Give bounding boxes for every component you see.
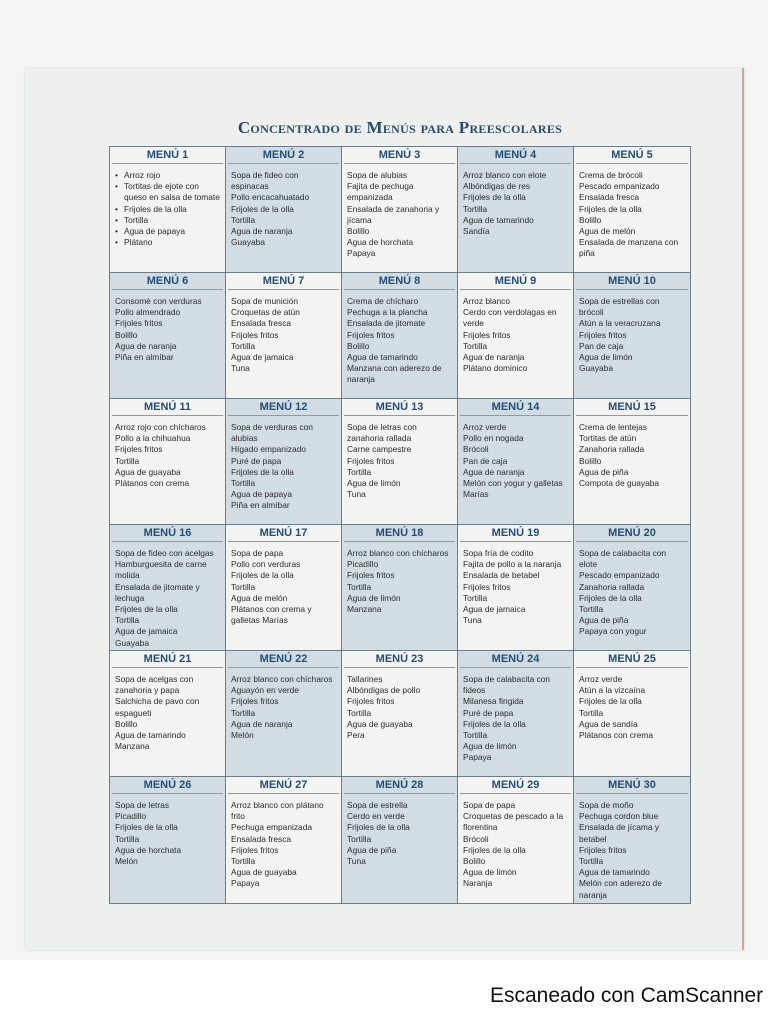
menu-item: Frijoles fritos xyxy=(347,329,395,340)
menu-item: Arroz blanco xyxy=(463,296,511,306)
menu-item: Tortilla xyxy=(347,466,372,477)
menu-item: Bolillo xyxy=(579,455,602,466)
menu-title: MENÚ 11 xyxy=(112,399,223,416)
menu-item: Sopa de fideo con espinacas xyxy=(231,170,299,192)
menu-item-list xyxy=(226,296,341,374)
menu-item: Frijoles fritos xyxy=(579,844,627,855)
menu-item: Agua de jamaica xyxy=(115,626,178,637)
menu-item: Hígado empanizado xyxy=(231,444,306,455)
menu-item: Compota de guayaba xyxy=(579,478,660,489)
menu-item: Bolillo xyxy=(579,214,602,225)
menu-grid xyxy=(109,146,691,904)
menu-item: Sopa de fideo con acelgas xyxy=(115,548,214,558)
menu-item: Agua de guayaba xyxy=(347,718,413,729)
menu-item-list xyxy=(110,170,225,248)
menu-item: Crema de brócoli xyxy=(579,170,643,180)
menu-cell-7 xyxy=(226,273,342,399)
menu-item: Croquetas de pescado a la florentina xyxy=(463,811,564,833)
menu-item: Picadillo xyxy=(347,559,379,570)
menu-cell-24 xyxy=(458,651,574,777)
menu-item-list xyxy=(226,800,341,890)
menu-item: Bolillo xyxy=(347,226,370,237)
menu-item: Albóndigas de res xyxy=(463,181,531,192)
menu-item: Bolillo xyxy=(115,329,138,340)
menu-item: Salchicha de pavo con espagueti xyxy=(115,696,200,718)
menu-item: Frijoles de la olla xyxy=(579,696,642,707)
menu-item: Agua de naranja xyxy=(463,352,525,363)
menu-item: Agua de tamarindo xyxy=(463,214,534,225)
menu-item: Frijoles de la olla xyxy=(115,604,178,615)
menu-item: Pollo en nogada xyxy=(463,433,524,444)
menu-title: MENÚ 5 xyxy=(576,147,688,164)
menu-title: MENÚ 29 xyxy=(460,777,571,794)
menu-title: MENÚ 13 xyxy=(344,399,455,416)
menu-cell-26 xyxy=(110,777,226,903)
menu-item: Agua de tamarindo xyxy=(115,730,186,741)
menu-item: Ensalada fresca xyxy=(231,318,292,329)
menu-item: • Frijoles de la olla xyxy=(115,204,221,215)
menu-item: Sopa de letras xyxy=(115,800,170,810)
menu-item: Frijoles fritos xyxy=(463,581,511,592)
menu-item: Agua de jamaica xyxy=(231,352,294,363)
menu-item: Arroz verde xyxy=(463,422,507,432)
menu-item: Frijoles fritos xyxy=(463,329,511,340)
menu-item: Agua de naranja xyxy=(463,466,525,477)
menu-item: Tortilla xyxy=(231,340,256,351)
menu-item: Frijoles de la olla xyxy=(579,592,642,603)
menu-cell-3 xyxy=(342,147,458,273)
menu-item: Tortilla xyxy=(115,833,140,844)
menu-item: Tortilla xyxy=(463,730,488,741)
menu-title: MENÚ 24 xyxy=(460,651,571,668)
menu-item: Pollo encacahuatado xyxy=(231,192,310,203)
menu-item: Pan de caja xyxy=(579,340,624,351)
menu-title: MENÚ 6 xyxy=(112,273,223,290)
menu-item: Ensalada fresca xyxy=(579,192,640,203)
menu-title: MENÚ 25 xyxy=(576,651,688,668)
menu-item: Manzana con aderezo de naranja xyxy=(347,363,442,385)
scanner-watermark-text: Escaneado con CamScanner xyxy=(490,984,764,1007)
menu-title: MENÚ 23 xyxy=(344,651,455,668)
menu-cell-18 xyxy=(342,525,458,651)
menu-item: Sopa de estrella xyxy=(347,800,408,810)
menu-item: Puré de papa xyxy=(463,707,514,718)
menu-item: Frijoles fritos xyxy=(579,329,627,340)
menu-cell-16 xyxy=(110,525,226,651)
menu-title: MENÚ 8 xyxy=(344,273,455,290)
menu-item: Papaya xyxy=(231,878,260,889)
menu-title: MENÚ 1 xyxy=(112,147,223,164)
menu-item: Sopa de papa xyxy=(231,548,284,558)
menu-item: • Arroz rojo xyxy=(115,170,221,181)
menu-item: Tortilla xyxy=(579,856,604,867)
menu-item: Pollo almendrado xyxy=(115,307,181,318)
menu-item: Tuna xyxy=(347,856,366,867)
menu-title: MENÚ 15 xyxy=(576,399,688,416)
menu-title: MENÚ 9 xyxy=(460,273,571,290)
menu-title: MENÚ 7 xyxy=(228,273,339,290)
menu-item: Cerdo con verdolagas en verde xyxy=(463,307,557,329)
menu-item-list xyxy=(110,296,225,363)
menu-item-list xyxy=(110,674,225,752)
menu-item-list xyxy=(458,296,573,374)
menu-cell-29 xyxy=(458,777,574,903)
menu-item: Atún a la vizcaína xyxy=(579,685,646,696)
menu-item: Frijoles de la olla xyxy=(231,203,294,214)
menu-item-list xyxy=(574,296,690,374)
menu-item: Melón con aderezo de naranja xyxy=(579,878,662,900)
menu-item-list xyxy=(574,548,690,638)
menu-cell-11 xyxy=(110,399,226,525)
menu-item: Piña en almíbar xyxy=(231,500,290,511)
menu-item: Pera xyxy=(347,730,365,741)
menu-item: Frijoles fritos xyxy=(347,696,395,707)
menu-cell-8 xyxy=(342,273,458,399)
menu-item: Agua de naranja xyxy=(231,718,293,729)
menu-item: Frijoles fritos xyxy=(115,444,163,455)
menu-item: Guayaba xyxy=(115,637,149,648)
menu-item: Agua de piña xyxy=(579,615,629,626)
menu-item: Agua de piña xyxy=(347,844,397,855)
menu-item-list xyxy=(110,422,225,489)
menu-item: Agua de horchata xyxy=(115,844,182,855)
menu-item: Guayaba xyxy=(579,363,613,374)
menu-item: Tuna xyxy=(347,489,366,500)
menu-item: Tuna xyxy=(463,615,482,626)
menu-item: Agua de limón xyxy=(347,592,401,603)
menu-item: Papaya con yogur xyxy=(579,626,647,637)
menu-item-list xyxy=(574,422,690,489)
menu-item: Agua de melón xyxy=(579,226,636,237)
menu-item: Tortilla xyxy=(347,581,372,592)
menu-item: Arroz rojo con chícharos xyxy=(115,422,206,432)
menu-item: Ensalada fresca xyxy=(231,833,292,844)
menu-cell-5 xyxy=(574,147,690,273)
menu-title: MENÚ 28 xyxy=(344,777,455,794)
menu-item: Frijoles fritos xyxy=(231,844,279,855)
menu-item: Arroz blanco con elote xyxy=(463,170,547,180)
menu-item: Arroz verde xyxy=(579,674,623,684)
menu-item: • Plátano xyxy=(115,237,221,248)
menu-cell-22 xyxy=(226,651,342,777)
menu-item: Manzana xyxy=(115,741,150,752)
menu-item: Croquetas de atún xyxy=(231,307,300,318)
menu-item-list xyxy=(342,800,457,867)
menu-item: • Agua de papaya xyxy=(115,226,221,237)
menu-item: Agua de limón xyxy=(463,741,517,752)
menu-item-list xyxy=(226,548,341,626)
menu-item-list xyxy=(342,170,457,260)
menu-item: Arroz blanco con chícharos xyxy=(231,674,333,684)
menu-item: Picadillo xyxy=(115,811,147,822)
menu-item: Frijoles fritos xyxy=(231,329,279,340)
menu-item: Ensalada de betabel xyxy=(463,570,540,581)
menu-item-list xyxy=(458,674,573,764)
menu-item: Pechuga a la plancha xyxy=(347,307,428,318)
menu-item: Tortilla xyxy=(231,856,256,867)
menu-title: MENÚ 18 xyxy=(344,525,455,542)
menu-item: Frijoles fritos xyxy=(347,455,395,466)
menu-item: Ensalada de manzana con piña xyxy=(579,237,679,259)
menu-cell-27 xyxy=(226,777,342,903)
menu-title: MENÚ 17 xyxy=(228,525,339,542)
menu-item: Sopa de alubias xyxy=(347,170,408,180)
menu-item: Tortilla xyxy=(463,592,488,603)
menu-item: Sopa fría de codito xyxy=(463,548,534,558)
menu-item: Bolillo xyxy=(347,340,370,351)
menu-item-list xyxy=(226,170,341,248)
menu-cell-2 xyxy=(226,147,342,273)
menu-item: Pan de caja xyxy=(463,455,508,466)
menu-title: MENÚ 22 xyxy=(228,651,339,668)
menu-item: Melón con yogur y galletas Marías xyxy=(463,478,563,500)
menu-item-list xyxy=(574,674,690,741)
menu-cell-4 xyxy=(458,147,574,273)
menu-title: MENÚ 19 xyxy=(460,525,571,542)
menu-item: Frijoles de la olla xyxy=(115,822,178,833)
menu-item: Sopa de letras con zanahoria rallada xyxy=(347,422,417,444)
menu-item: Pescado empanizado xyxy=(579,181,660,192)
menu-item: Agua de limón xyxy=(347,478,401,489)
menu-title: MENÚ 26 xyxy=(112,777,223,794)
menu-item: Tortilla xyxy=(347,707,372,718)
menu-cell-20 xyxy=(574,525,690,651)
menu-item: Tortilla xyxy=(579,604,604,615)
menu-item: Agua de sandía xyxy=(579,718,638,729)
menu-item: Plátanos con crema xyxy=(579,730,654,741)
menu-cell-15 xyxy=(574,399,690,525)
menu-item: Hamburguesita de carne molida xyxy=(115,559,207,581)
menu-item: Melón xyxy=(115,856,138,867)
menu-item: Agua de guayaba xyxy=(231,867,297,878)
menu-item: Plátanos con crema y galletas Marías xyxy=(231,604,312,626)
menu-cell-9 xyxy=(458,273,574,399)
menu-title: MENÚ 12 xyxy=(228,399,339,416)
menu-item: Tortilla xyxy=(231,214,256,225)
menu-item: Tortilla xyxy=(463,203,488,214)
menu-item: Plátano dominico xyxy=(463,363,528,374)
menu-item: Agua de horchata xyxy=(347,237,414,248)
menu-item: Arroz blanco con chícharos xyxy=(347,548,449,558)
menu-item: Agua de naranja xyxy=(231,226,293,237)
menu-item: Sopa de calabacita con fideos xyxy=(463,674,551,696)
menu-item: Agua de piña xyxy=(579,466,629,477)
menu-item: Agua de naranja xyxy=(115,340,177,351)
menu-item: Zanahoria rallada xyxy=(579,581,645,592)
menu-item: Frijoles fritos xyxy=(115,318,163,329)
menu-item: Tortilla xyxy=(115,455,140,466)
menu-item-list xyxy=(110,800,225,867)
menu-item: Zanahoria rallada xyxy=(579,444,645,455)
menu-item: Agua de tamarindo xyxy=(579,867,650,878)
menu-item: Ensalada de jitomate y lechuga xyxy=(115,581,200,603)
menu-item-list xyxy=(226,674,341,741)
menu-item: Agua de tamarindo xyxy=(347,352,418,363)
menu-title: MENÚ 4 xyxy=(460,147,571,164)
menu-item: Ensalada de jitomate xyxy=(347,318,426,329)
menu-item: Ensalada de jícama y betabel xyxy=(579,822,660,844)
menu-item: Frijoles de la olla xyxy=(231,570,294,581)
menu-item: Plátanos con crema xyxy=(115,478,190,489)
menu-title: MENÚ 3 xyxy=(344,147,455,164)
menu-item: Cerdo en verde xyxy=(347,811,405,822)
menu-item: Tortilla xyxy=(231,581,256,592)
menu-item: Pescado empanizado xyxy=(579,570,660,581)
menu-item: Crema de lentejas xyxy=(579,422,647,432)
menu-item: Frijoles de la olla xyxy=(463,718,526,729)
menu-item: Tortilla xyxy=(463,340,488,351)
menu-item: Sopa de papa xyxy=(463,800,516,810)
menu-item: Pechuga cordon blue xyxy=(579,811,659,822)
document-title: Concentrado de Menús para Preescolares xyxy=(237,118,563,137)
menu-item: Tuna xyxy=(231,363,250,374)
menu-item: Frijoles de la olla xyxy=(347,822,410,833)
menu-title: MENÚ 21 xyxy=(112,651,223,668)
menu-item: Agua de papaya xyxy=(231,489,293,500)
menu-item: Tortilla xyxy=(115,615,140,626)
menu-cell-17 xyxy=(226,525,342,651)
menu-item: Piña en almíbar xyxy=(115,352,174,363)
menu-item: Papaya xyxy=(347,248,376,259)
menu-item: Agua de guayaba xyxy=(115,466,181,477)
menu-item: Bolillo xyxy=(115,718,138,729)
menu-item: Agua de jamaica xyxy=(463,604,526,615)
menu-item: Frijoles de la olla xyxy=(579,203,642,214)
menu-item: Frijoles fritos xyxy=(347,570,395,581)
menu-item-list xyxy=(574,170,690,260)
menu-item: Sandía xyxy=(463,226,490,237)
menu-title: MENÚ 2 xyxy=(228,147,339,164)
menu-cell-1 xyxy=(110,147,226,273)
menu-item: Frijoles de la olla xyxy=(463,192,526,203)
menu-item: Naranja xyxy=(463,878,493,889)
menu-item: Albóndigas de pollo xyxy=(347,685,421,696)
menu-item-list xyxy=(342,548,457,615)
menu-item: Puré de papa xyxy=(231,455,282,466)
menu-item: Papaya xyxy=(463,752,492,763)
menu-item: Bolillo xyxy=(463,856,486,867)
menu-cell-28 xyxy=(342,777,458,903)
menu-item: Sopa de verduras con alubias xyxy=(231,422,313,444)
menu-item: Agua de melón xyxy=(231,592,288,603)
menu-item: Pechuga empanizada xyxy=(231,822,313,833)
menu-item: Sopa de acelgas con zanahoria y papa xyxy=(115,674,194,696)
menu-cell-6 xyxy=(110,273,226,399)
menu-title: MENÚ 27 xyxy=(228,777,339,794)
menu-item: Atún a la veracruzana xyxy=(579,318,661,329)
menu-item: Tortilla xyxy=(579,707,604,718)
menu-item: Tortilla xyxy=(347,833,372,844)
menu-item: Arroz blanco con plátano frito xyxy=(231,800,324,822)
menu-item: • Tortilla xyxy=(115,215,221,226)
menu-cell-23 xyxy=(342,651,458,777)
menu-cell-12 xyxy=(226,399,342,525)
menu-item-list xyxy=(458,548,573,626)
menu-item-list xyxy=(458,170,573,237)
menu-item: Pollo a la chihuahua xyxy=(115,433,191,444)
menu-item: Fajita de pollo a la naranja xyxy=(463,559,562,570)
menu-item: Agua de limón xyxy=(579,352,633,363)
menu-item-list xyxy=(574,800,690,901)
menu-cell-10 xyxy=(574,273,690,399)
menu-item: Manzana xyxy=(347,604,382,615)
menu-item: Sopa de calabacita con elote xyxy=(579,548,667,570)
menu-item: Sopa de moño xyxy=(579,800,634,810)
menu-item-list xyxy=(342,296,457,386)
menu-cell-14 xyxy=(458,399,574,525)
menu-item: Consomé con verduras xyxy=(115,296,202,306)
menu-cell-13 xyxy=(342,399,458,525)
menu-item: Crema de chícharo xyxy=(347,296,419,306)
menu-item: Milanesa fingida xyxy=(463,696,524,707)
menu-cell-30 xyxy=(574,777,690,903)
menu-item: Aguayón en verde xyxy=(231,685,299,696)
menu-title: MENÚ 16 xyxy=(112,525,223,542)
menu-item: Tortilla xyxy=(231,707,256,718)
menu-item: • Tortitas de ejote con queso en salsa de tomate xyxy=(115,181,221,203)
menu-item-list xyxy=(458,422,573,500)
menu-item-list xyxy=(110,548,225,649)
menu-title: MENÚ 20 xyxy=(576,525,688,542)
menu-item: Frijoles de la olla xyxy=(463,844,526,855)
menu-item-list xyxy=(342,674,457,741)
menu-item: Ensalada de zanahoria y jícama xyxy=(347,203,440,225)
menu-item-list xyxy=(342,422,457,500)
menu-item-list xyxy=(458,800,573,890)
menu-item-list xyxy=(226,422,341,512)
menu-item: Frijoles fritos xyxy=(231,696,279,707)
menu-item: Melón xyxy=(231,730,254,741)
menu-title: MENÚ 30 xyxy=(576,777,688,794)
menu-title: MENÚ 14 xyxy=(460,399,571,416)
menu-item: Brócoli xyxy=(463,444,489,455)
menu-cell-21 xyxy=(110,651,226,777)
menu-item: Tallarines xyxy=(347,674,383,684)
menu-item: Sopa de estrellas con brócoli xyxy=(579,296,660,318)
menu-item: Agua de limón xyxy=(463,867,517,878)
menu-item: Brócoli xyxy=(463,833,489,844)
menu-item: Sopa de munición xyxy=(231,296,299,306)
menu-item: Guayaba xyxy=(231,237,265,248)
menu-item: Carne campestre xyxy=(347,444,412,455)
menu-cell-25 xyxy=(574,651,690,777)
menu-title: MENÚ 10 xyxy=(576,273,688,290)
menu-item: Frijoles de la olla xyxy=(231,466,294,477)
menu-item: Tortitas de atún xyxy=(579,433,637,444)
menu-cell-19 xyxy=(458,525,574,651)
menu-item: Fajita de pechuga empanizada xyxy=(347,181,414,203)
menu-item: Pollo con verduras xyxy=(231,559,301,570)
menu-item: Tortilla xyxy=(231,478,256,489)
